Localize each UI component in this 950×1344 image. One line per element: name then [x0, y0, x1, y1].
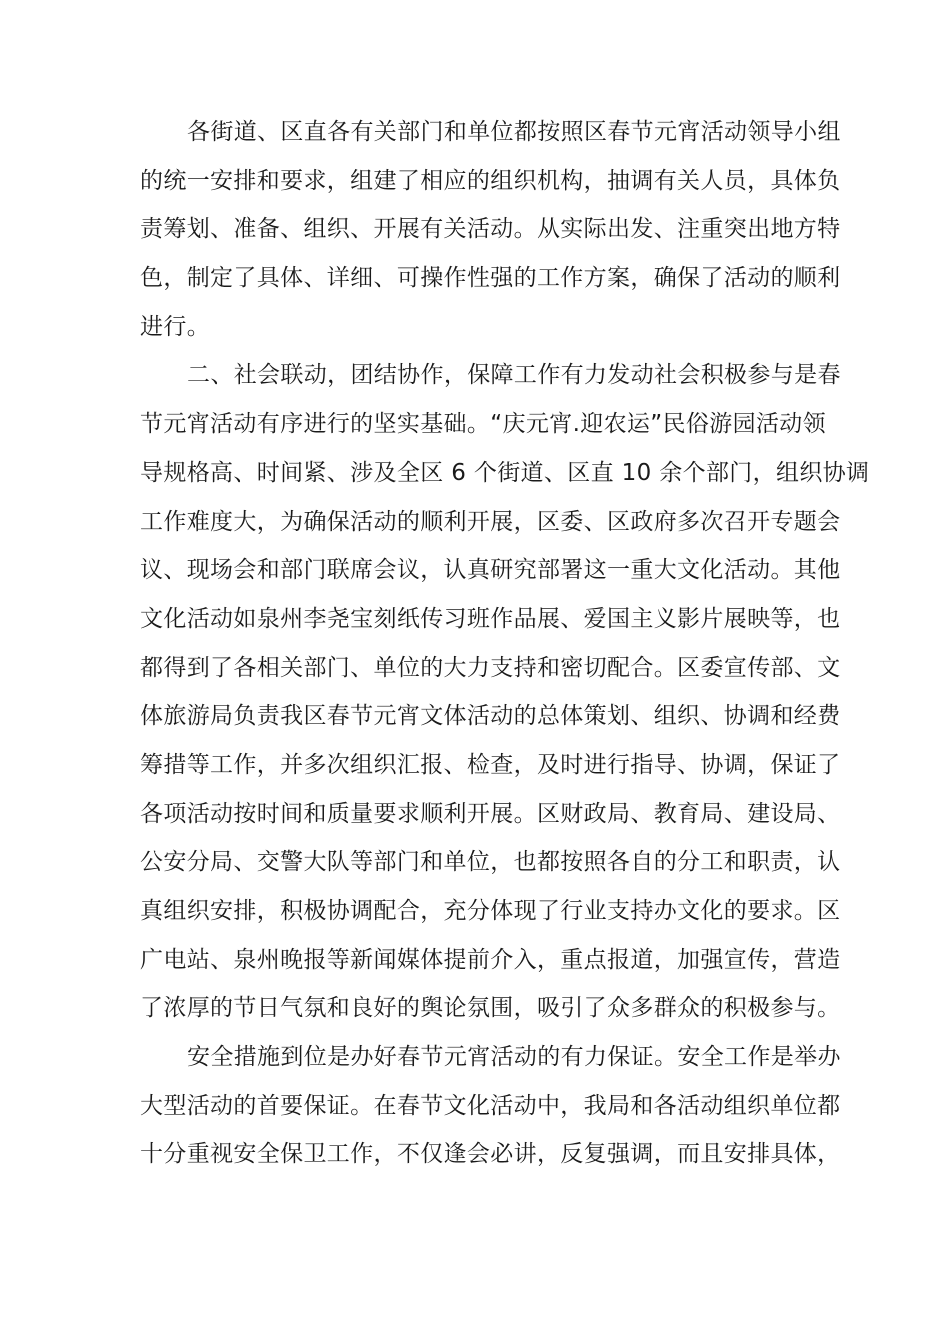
text-line: 都得到了各相关部门、单位的大力支持和密切配合。区委宣传部、文: [140, 654, 841, 681]
paragraph-3: [140, 1033, 841, 1179]
text-line: 导规格高、时间紧、涉及全区 6 个街道、区直 10 余个部门，组织协调: [140, 459, 870, 486]
text-line: 体旅游局负责我区春节元宵文体活动的总体策划、组织、协调和经费: [140, 703, 841, 730]
text-line: 节元宵活动有序进行的坚实基础。“庆元宵.迎农运”民俗游园活动领: [140, 411, 826, 438]
document-body: [140, 108, 870, 1179]
text-line: 大型活动的首要保证。在春节文化活动中，我局和各活动组织单位都: [140, 1092, 841, 1119]
text-line: 安全措施到位是办好春节元宵活动的有力保证。安全工作是举办: [187, 1044, 841, 1071]
text-line: 各街道、区直各有关部门和单位都按照区春节元宵活动领导小组: [187, 119, 841, 145]
text-line: 的统一安排和要求，组建了相应的组织机构，抽调有关人员，具体负: [140, 167, 841, 194]
text-line: 公安分局、交警大队等部门和单位，也都按照各自的分工和职责，认: [140, 849, 841, 876]
text-line: 工作难度大，为确保活动的顺利开展，区委、区政府多次召开专题会: [140, 508, 841, 535]
text-line: 二、社会联动，团结协作，保障工作有力发动社会积极参与是春: [187, 362, 841, 389]
text-line: 广电站、泉州晚报等新闻媒体提前介入，重点报道，加强宣传，营造: [140, 946, 841, 973]
paragraph-1: [140, 108, 841, 351]
text-line: 真组织安排，积极协调配合，充分体现了行业支持办文化的要求。区: [140, 898, 841, 924]
text-line: 十分重视安全保卫工作，不仅逢会必讲，反复强调，而且安排具体，: [140, 1141, 841, 1168]
text-line: 各项活动按时间和质量要求顺利开展。区财政局、教育局、建设局、: [140, 800, 841, 827]
text-line: 责筹划、准备、组织、开展有关活动。从实际出发、注重突出地方特: [140, 216, 841, 243]
text-line: 议、现场会和部门联席会议，认真研究部署这一重大文化活动。其他: [140, 557, 841, 584]
text-line: 了浓厚的节日气氛和良好的舆论氛围，吸引了众多群众的积极参与。: [140, 995, 841, 1022]
text-line: 文化活动如泉州李尧宝刻纸传习班作品展、爱国主义影片展映等，也: [140, 605, 841, 632]
text-line: 筹措等工作，并多次组织汇报、检查，及时进行指导、协调，保证了: [140, 751, 841, 778]
text-line: 进行。: [140, 313, 211, 340]
text-line: 色，制定了具体、详细、可操作性强的工作方案，确保了活动的顺利: [140, 265, 841, 292]
paragraph-2: [140, 351, 870, 1033]
